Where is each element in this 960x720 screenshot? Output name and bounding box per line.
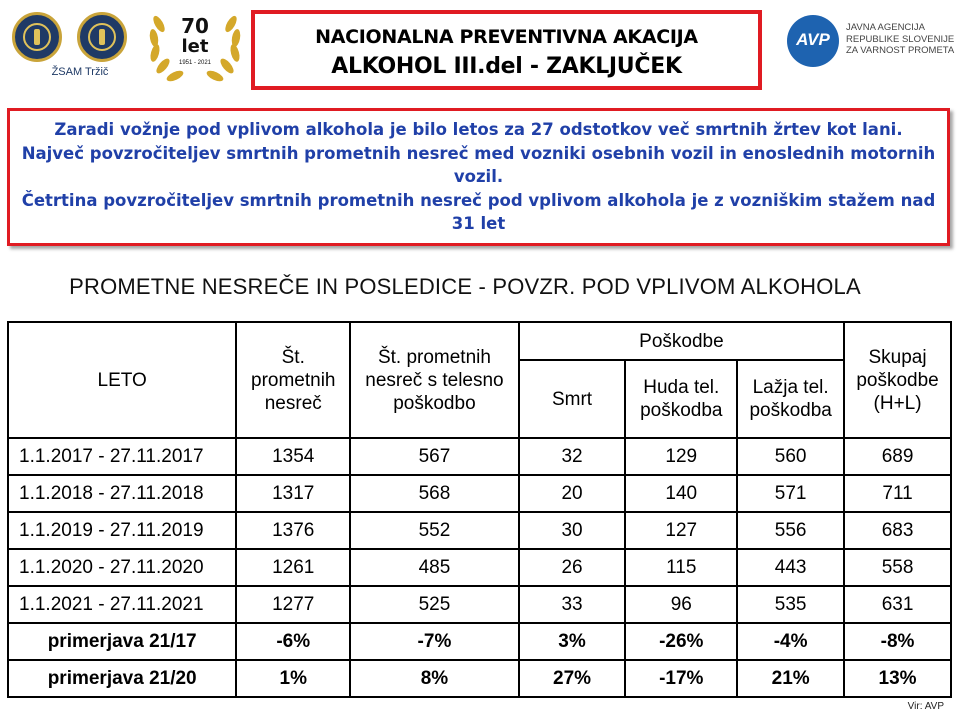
row-label: 1.1.2021 - 27.11.2021	[8, 586, 236, 623]
table-cell: -26%	[625, 623, 737, 660]
row-label: 1.1.2017 - 27.11.2017	[8, 438, 236, 475]
table-row	[8, 475, 951, 512]
agency-line-3: ZA VARNOST PROMETA	[846, 45, 955, 56]
anniversary-word: let	[181, 36, 209, 57]
table-cell: 21%	[737, 660, 844, 697]
info-line-1: Zaradi vožnje pod vplivom alkohola je bilo letos za 27 odstotkov več smrtnih žrtev kot lani.	[54, 120, 903, 139]
agency-line-2: REPUBLIKE SLOVENIJE	[846, 33, 955, 45]
table-cell: 1%	[236, 660, 350, 697]
info-line-2: Največ povzročiteljev smrtnih prometnih nesreč med vozniki osebnih vozil in enoslednih motornih vozil.	[21, 143, 936, 186]
table-cell: 525	[350, 586, 519, 623]
table-cell: 1317	[236, 475, 350, 512]
title-line-1: NACIONALNA PREVENTIVNA AKACIJA	[315, 26, 698, 48]
table-cell: -8%	[844, 623, 951, 660]
table-cell: 443	[737, 549, 844, 586]
table-cell: 567	[350, 438, 519, 475]
table-row	[8, 512, 951, 549]
table-cell: 26	[519, 549, 626, 586]
accidents-table	[7, 321, 952, 698]
row-label: 1.1.2018 - 27.11.2018	[8, 475, 236, 512]
comparison-row	[8, 660, 951, 697]
anniversary-number: 70	[181, 14, 209, 38]
title-box	[251, 10, 762, 90]
table-cell: 631	[844, 586, 951, 623]
section-title: PROMETNE NESREČE IN POSLEDICE - POVZR. POD VPLIVOM ALKOHOLA	[69, 274, 861, 299]
row-label: primerjava 21/17	[8, 623, 236, 660]
table-cell: 568	[350, 475, 519, 512]
table-cell: 560	[737, 438, 844, 475]
agency-line-1: JAVNA AGENCIJA	[846, 22, 926, 33]
table-row	[8, 549, 951, 586]
anniversary-years: 1951 - 2021	[178, 60, 212, 66]
table-cell: 96	[625, 586, 737, 623]
table-cell: 140	[625, 475, 737, 512]
table-cell: 20	[519, 475, 626, 512]
table-cell: 1277	[236, 586, 350, 623]
table-row	[8, 586, 951, 623]
zsam-emblem-logo	[12, 12, 62, 62]
emblem-icon	[23, 23, 51, 51]
table-cell: 552	[350, 512, 519, 549]
table-cell: 535	[737, 586, 844, 623]
table-cell: 689	[844, 438, 951, 475]
table-cell: -6%	[236, 623, 350, 660]
table-cell: 485	[350, 549, 519, 586]
table-cell: -7%	[350, 623, 519, 660]
comparison-row	[8, 623, 951, 660]
header-accidents: Št. prometnih nesreč	[236, 322, 350, 438]
table-cell: 13%	[844, 660, 951, 697]
zsam-emblem-logo-2	[77, 12, 127, 62]
table-cell: 1354	[236, 438, 350, 475]
table-cell: 115	[625, 549, 737, 586]
agency-name	[846, 22, 954, 57]
header-total: Skupaj poškodbe (H+L)	[844, 322, 951, 438]
table-cell: 1376	[236, 512, 350, 549]
info-box	[7, 108, 950, 246]
table-cell: 683	[844, 512, 951, 549]
table-row	[8, 438, 951, 475]
row-label: 1.1.2019 - 27.11.2019	[8, 512, 236, 549]
table-cell: 32	[519, 438, 626, 475]
row-label: primerjava 21/20	[8, 660, 236, 697]
row-label: 1.1.2020 - 27.11.2020	[8, 549, 236, 586]
table-cell: 129	[625, 438, 737, 475]
table-cell: -4%	[737, 623, 844, 660]
table-cell: 127	[625, 512, 737, 549]
header-severe: Huda tel. poškodba	[625, 360, 737, 438]
header-year: LETO	[8, 322, 236, 438]
source-note: Vir: AVP	[907, 701, 944, 712]
header-injuries-group: Poškodbe	[519, 322, 844, 360]
emblem-icon	[88, 23, 116, 51]
table-cell: 3%	[519, 623, 626, 660]
header-death: Smrt	[519, 360, 626, 438]
anniversary-wreath-logo	[145, 6, 245, 88]
avp-logo-text: AVP	[796, 30, 830, 49]
table-cell: 558	[844, 549, 951, 586]
avp-logo	[787, 15, 839, 67]
info-line-3: Četrtina povzročiteljev smrtnih prometnih nesreč pod vplivom alkohola je z vozniškim stažem nad 31 let	[21, 190, 936, 233]
header-light: Lažja tel. poškodba	[737, 360, 844, 438]
table-cell: 30	[519, 512, 626, 549]
header-injury-accidents: Št. prometnih nesreč s telesno poškodbo	[350, 322, 519, 438]
table-cell: -17%	[625, 660, 737, 697]
table-cell: 556	[737, 512, 844, 549]
table-cell: 1261	[236, 549, 350, 586]
table-cell: 33	[519, 586, 626, 623]
table-cell: 27%	[519, 660, 626, 697]
table-cell: 8%	[350, 660, 519, 697]
table-cell: 711	[844, 475, 951, 512]
title-line-2: ALKOHOL III.del - ZAKLJUČEK	[331, 54, 682, 79]
table-cell: 571	[737, 475, 844, 512]
org-label: ŽSAM Tržič	[51, 66, 109, 78]
